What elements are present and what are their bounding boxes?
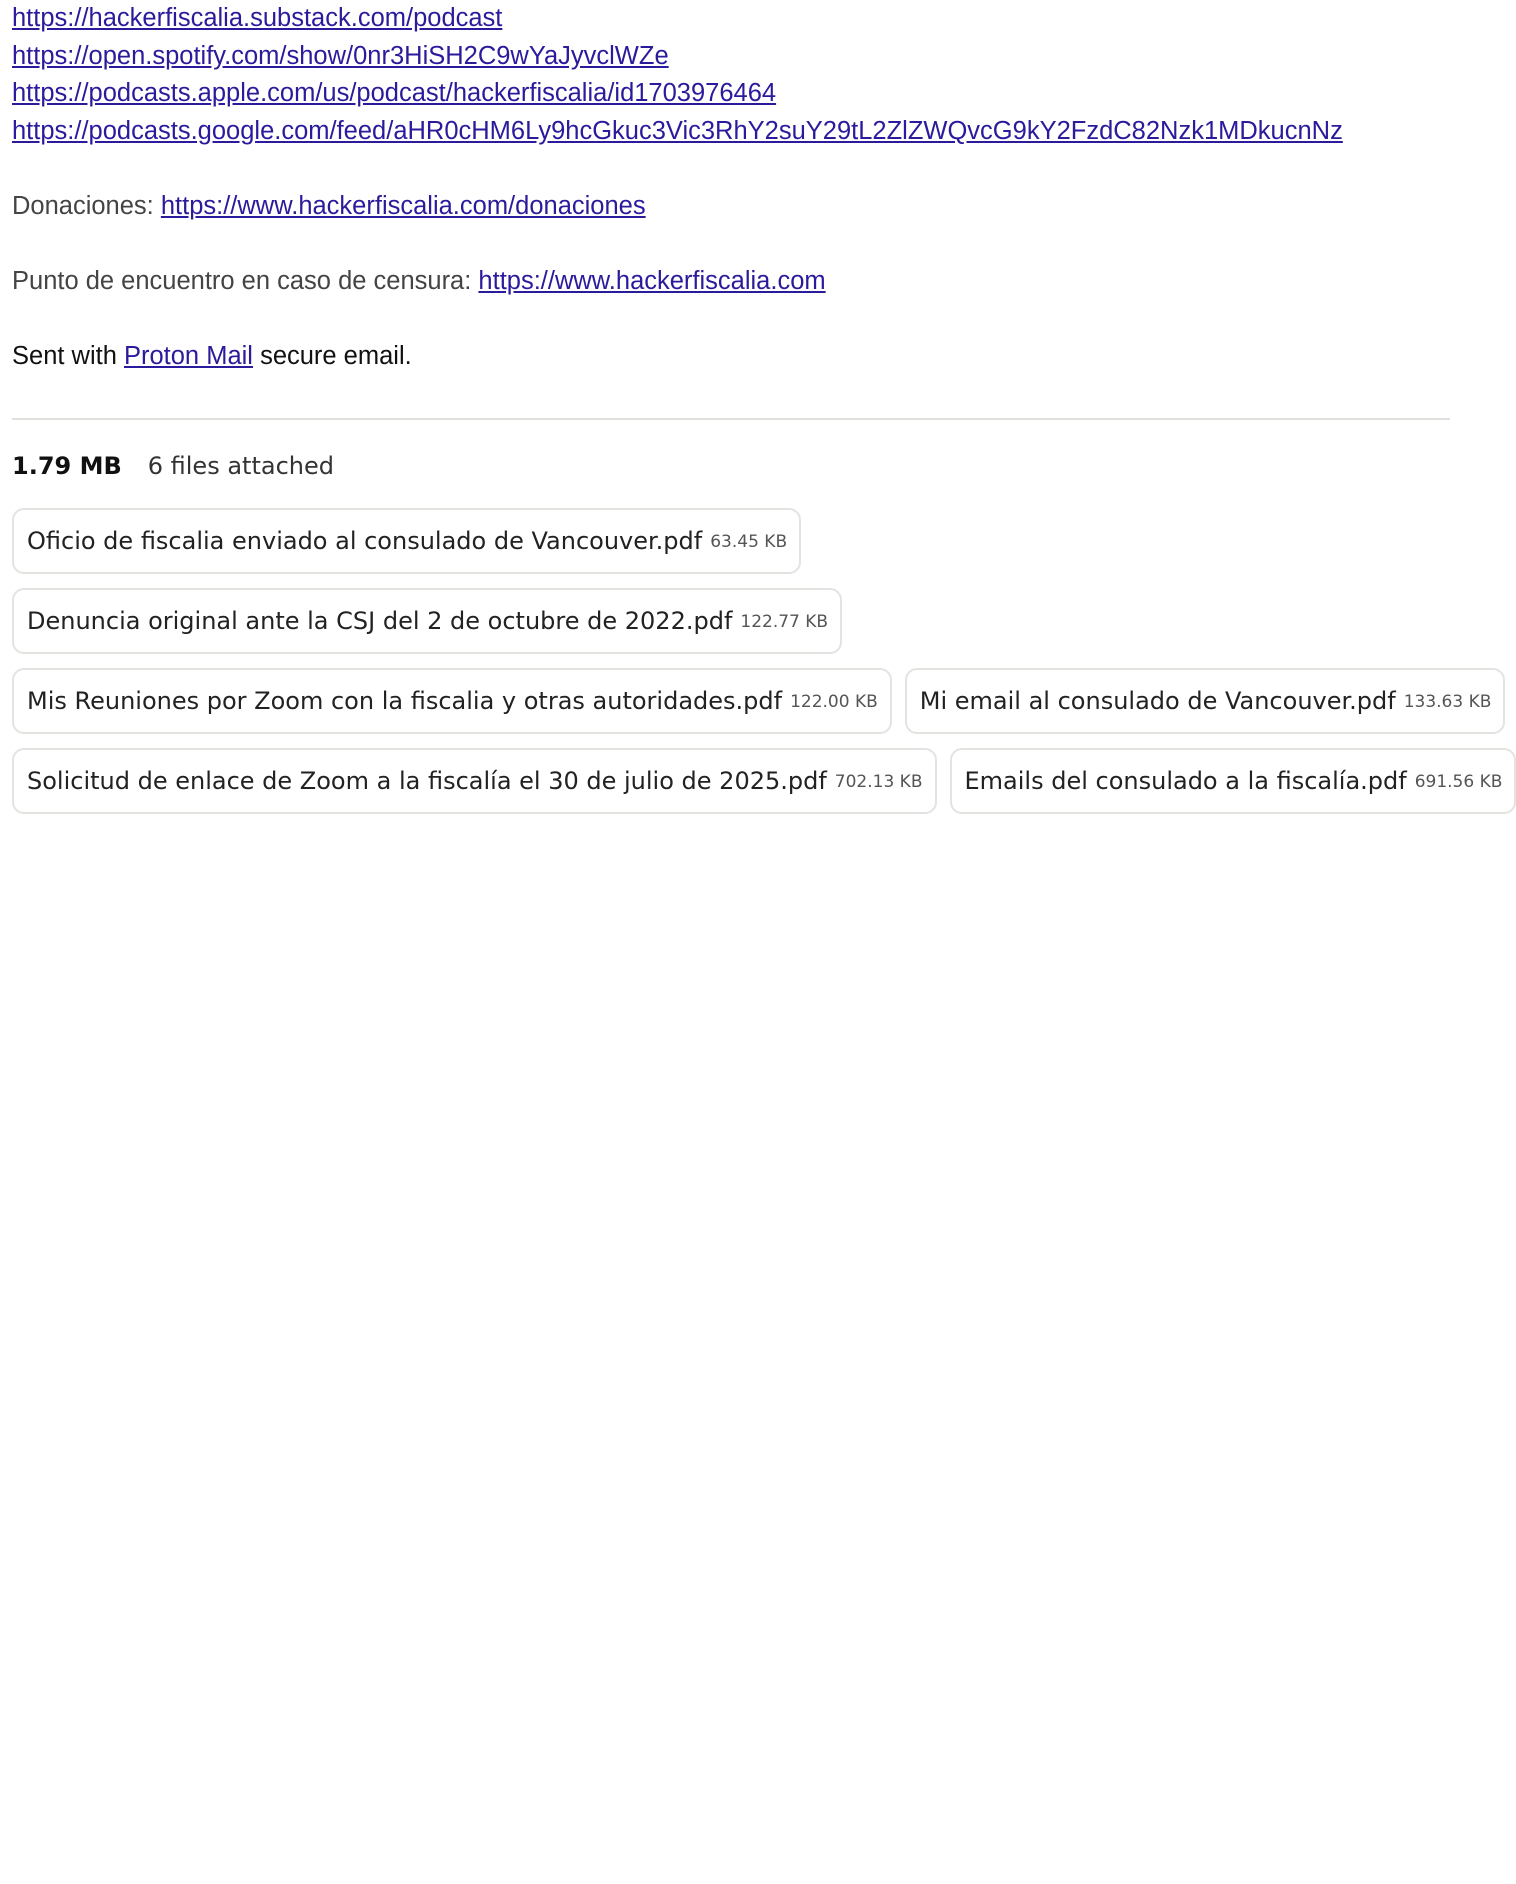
signature-prefix: Sent with (12, 341, 117, 370)
attachments-list (12, 508, 1503, 814)
attachments-row (12, 508, 1444, 574)
attachments-row (12, 588, 1444, 654)
blank-line (12, 150, 1444, 188)
donations-link[interactable]: https://www.hackerfiscalia.com/donaciones (160, 191, 646, 220)
attachment-size: 133.63 KB (1403, 692, 1492, 712)
meeting-point-line (12, 263, 1444, 301)
spotify-podcast-link[interactable]: https://open.spotify.com/show/0nr3HiSH2C9wYaJyvclWZe (12, 41, 669, 70)
meeting-point-link[interactable]: https://www.hackerfiscalia.com (478, 266, 826, 295)
podcast-links (12, 0, 1444, 150)
substack-podcast-link[interactable]: https://hackerfiscalia.substack.com/podcast (12, 4, 503, 32)
attachments-total-size: 1.79 MB (12, 452, 122, 480)
attachment-name: Mis Reuniones por Zoom con la fiscalia y otras autoridades.pdf (27, 687, 783, 715)
email-body (12, 0, 1444, 375)
attachments-row (12, 748, 1503, 814)
attachments-divider (12, 418, 1450, 420)
signature-line (12, 338, 1444, 376)
donations-label: Donaciones: (12, 191, 154, 220)
attachment-item[interactable] (12, 588, 842, 654)
attachment-item[interactable] (12, 748, 937, 814)
attachment-item[interactable] (950, 748, 1516, 814)
attachment-name: Denuncia original ante la CSJ del 2 de octubre de 2022.pdf (27, 607, 733, 635)
meeting-point-label: Punto de encuentro en caso de censura: (12, 266, 472, 295)
attachments-count: 6 files attached (147, 452, 334, 480)
proton-mail-link[interactable]: Proton Mail (123, 341, 253, 370)
attachment-size: 122.00 KB (790, 692, 878, 712)
apple-podcast-link[interactable]: https://podcasts.apple.com/us/podcast/hackerfiscalia/id1703976464 (12, 79, 777, 107)
blank-line (12, 225, 1444, 263)
attachment-size: 691.56 KB (1414, 772, 1503, 792)
attachment-name: Oficio de fiscalia enviado al consulado de Vancouver.pdf (27, 527, 703, 555)
attachment-size: 702.13 KB (834, 772, 923, 792)
attachment-name: Solicitud de enlace de Zoom a la fiscalía el 30 de julio de 2025.pdf (27, 767, 827, 795)
attachment-item[interactable] (12, 668, 892, 734)
google-podcast-link[interactable]: https://podcasts.google.com/feed/aHR0cHM6Ly9hcGkuc3Vic3RhY2suY29tL2ZlZWQvcG9kY2FzdC82Nzk1MDkucnNz (12, 116, 1343, 145)
attachment-item[interactable] (905, 668, 1506, 734)
attachments-summary (12, 448, 334, 484)
signature-suffix: secure email. (260, 341, 412, 370)
attachment-size: 122.77 KB (740, 612, 829, 632)
attachment-item[interactable] (12, 508, 801, 574)
attachment-name: Emails del consulado a la fiscalía.pdf (964, 767, 1407, 795)
attachments-row (12, 668, 1492, 734)
blank-line (12, 300, 1444, 338)
attachment-name: Mi email al consulado de Vancouver.pdf (919, 687, 1396, 715)
attachment-size: 63.45 KB (710, 532, 788, 552)
donations-line (12, 188, 1444, 226)
